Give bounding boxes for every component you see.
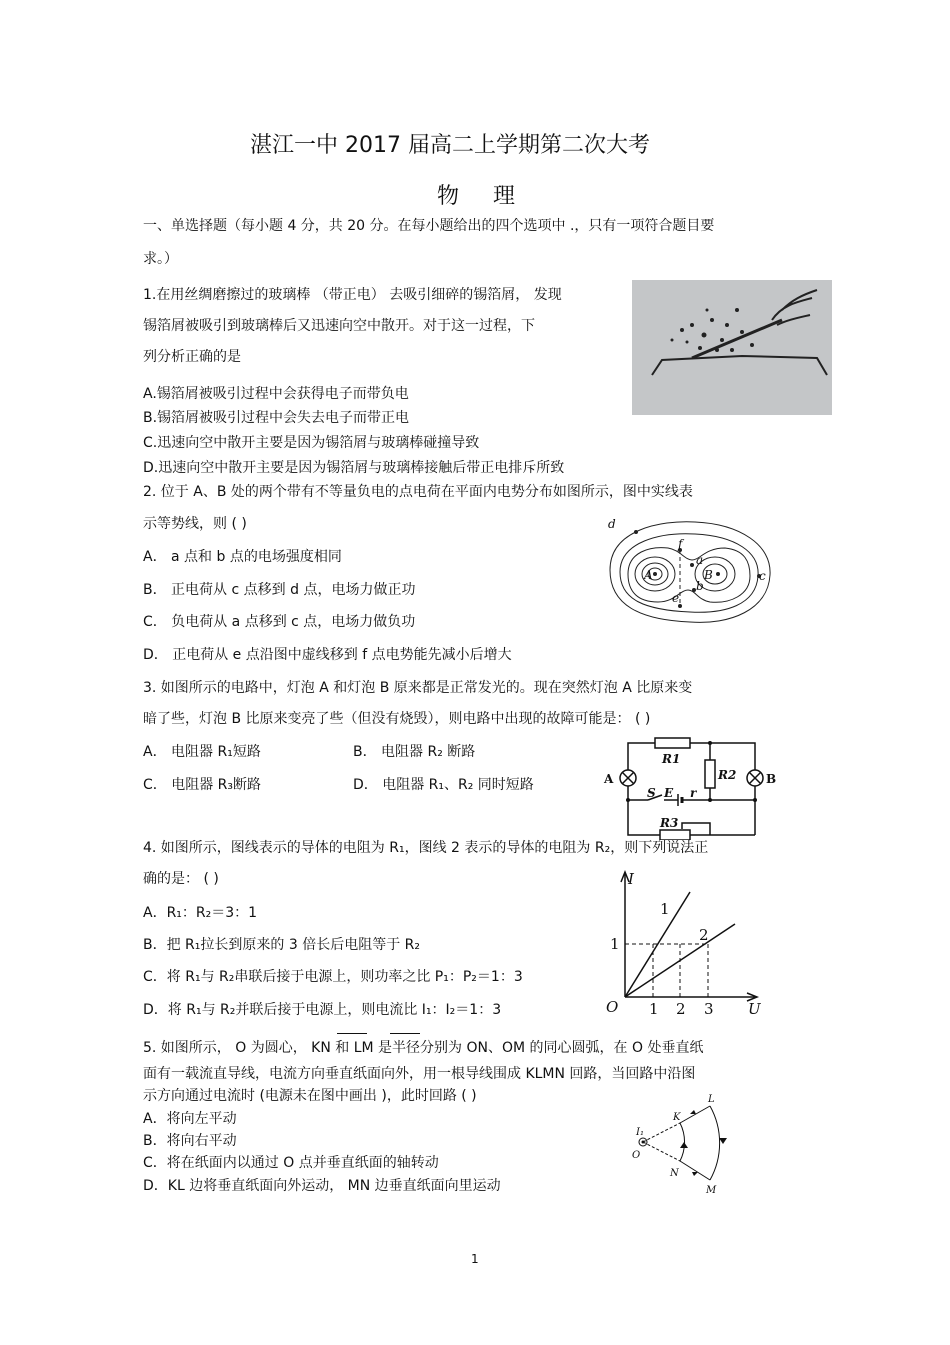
- q4-xtick-3: 3: [704, 1000, 714, 1017]
- q3-option-a: A． 电阻器 R₁短路: [143, 744, 261, 760]
- q2-label-b: b: [696, 579, 704, 593]
- q3-label-e: E: [664, 786, 674, 800]
- q3-option-d: D． 电阻器 R₁、R₂ 同时短路: [353, 777, 534, 793]
- q1-option-d: D.迅速向空中散开主要是因为锡箔屑与玻璃棒接触后带正电排斥所致: [143, 460, 565, 476]
- q4-xlabel: U: [748, 1000, 761, 1017]
- q4-ylabel: I: [628, 870, 634, 888]
- page-number: 1: [471, 1252, 479, 1266]
- q4-origin: O: [606, 998, 619, 1016]
- q4-option-d: D．将 R₁与 R₂并联后接于电源上，则电流比 I₁：I₂＝1：3: [143, 1002, 502, 1018]
- q3-figure-circuit: [600, 735, 785, 840]
- q5-stem: 5. 如图所示， O 为圆心， KN 和 LM 是半径分别为 ON、OM 的同心圆弧，在 O 处垂直纸: [143, 1040, 704, 1056]
- q5-stem-cont: 面有一载流直导线，电流方向垂直纸面向外，用一根导线围成 KLMN 回路，当回路中沿图: [143, 1066, 696, 1082]
- q2-label-f: f: [678, 537, 683, 551]
- q1-stem-cont2: 列分析正确的是: [143, 349, 241, 365]
- q3-option-c: C． 电阻器 R₃断路: [143, 777, 262, 793]
- q1-option-c: C.迅速向空中散开主要是因为锡箔屑与玻璃棒碰撞导致: [143, 435, 480, 451]
- q3-stem: 3. 如图所示的电路中，灯泡 A 和灯泡 B 原来都是正常发光的。现在突然灯泡 A 比原来变: [143, 680, 693, 696]
- q4-option-c: C．将 R₁与 R₂串联后接于电源上，则功率之比 P₁：P₂＝1：3: [143, 969, 523, 985]
- q2-label-c: c: [759, 569, 766, 583]
- q2-label-A: A: [644, 568, 653, 582]
- q2-stem-cont: 示等势线，则 ( ): [143, 516, 247, 532]
- q5-option-c: C．将在纸面内以通过 O 点并垂直纸面的轴转动: [143, 1155, 439, 1171]
- q1-stem: 1.在用丝绸磨擦过的玻璃棒 （带正电） 去吸引细碎的锡箔屑， 发现: [143, 287, 562, 303]
- q2-option-b: B． 正电荷从 c 点移到 d 点，电场力做正功: [143, 582, 416, 598]
- q1-option-a: A.锡箔屑被吸引过程中会获得电子而带负电: [143, 386, 409, 402]
- q5-option-d: D．KL 边将垂直纸面向外运动， MN 边垂直纸面向里运动: [143, 1178, 501, 1194]
- q2-label-B: B: [704, 568, 713, 582]
- q3-option-b: B． 电阻器 R₂ 断路: [353, 744, 476, 760]
- q2-option-c: C． 负电荷从 a 点移到 c 点，电场力做负功: [143, 614, 416, 630]
- q5-overline-lm: [390, 1033, 420, 1034]
- q4-xtick-1: 1: [649, 1000, 659, 1017]
- q2-label-d: d: [608, 517, 616, 531]
- q1-option-b: B.锡箔屑被吸引过程中会失去电子而带正电: [143, 410, 410, 426]
- q4-line-label-1: 1: [660, 900, 670, 918]
- q1-figure-photo: [632, 280, 832, 415]
- q5-option-b: B．将向右平动: [143, 1133, 237, 1149]
- q4-stem-cont: 确的是： ( ): [143, 871, 219, 887]
- q5-label-k: K: [673, 1112, 681, 1123]
- q2-label-e: e: [672, 591, 680, 605]
- q3-label-r2: R2: [718, 768, 737, 782]
- q4-xtick-2: 2: [676, 1000, 686, 1017]
- q5-figure-arcs: [628, 1090, 748, 1200]
- q3-stem-cont: 暗了些，灯泡 B 比原来变亮了些（但没有烧毁），则电路中出现的故障可能是： ( ): [143, 711, 651, 727]
- q5-overline-kn: [337, 1033, 367, 1034]
- q3-label-lamp-a: A: [604, 772, 614, 786]
- q2-option-d: D． 正电荷从 e 点沿图中虚线移到 f 点电势能先减小后增大: [143, 647, 512, 663]
- q1-stem-cont: 锡箔屑被吸引到玻璃棒后又迅速向空中散开。对于这一过程，下: [143, 318, 535, 334]
- q4-option-a: A．R₁：R₂＝3：1: [143, 905, 258, 921]
- q5-label-l: L: [708, 1094, 715, 1105]
- subject-title: 物理: [437, 184, 550, 209]
- q4-stem: 4. 如图所示，图线表示的导体的电阻为 R₁，图线 2 表示的导体的电阻为 R₂，则下列说法正: [143, 840, 709, 856]
- section-heading-cont: 求。）: [143, 251, 178, 267]
- q2-label-a: a: [696, 553, 704, 567]
- q3-label-r: r: [690, 786, 697, 800]
- q4-option-b: B．把 R₁拉长到原来的 3 倍长后电阻等于 R₂: [143, 937, 420, 953]
- q4-ytick-1: 1: [610, 935, 620, 953]
- q5-stem-cont2: 示方向通过电流时 (电源未在图中画出 )，此时回路 ( ): [143, 1088, 477, 1104]
- q2-figure-equipotential: [600, 510, 775, 630]
- q3-label-s: S: [647, 786, 656, 800]
- q5-label-m: M: [706, 1185, 717, 1196]
- q4-line-label-2: 2: [699, 926, 709, 944]
- exam-title: 湛江一中 2017 届高二上学期第二次大考: [250, 133, 650, 158]
- q3-label-r1: R1: [662, 752, 681, 766]
- q3-label-r3: R3: [660, 816, 679, 830]
- q2-stem: 2. 位于 A、B 处的两个带有不等量负电的点电荷在平面内电势分布如图所示，图中实线表: [143, 484, 693, 500]
- q5-label-o: O: [632, 1150, 641, 1161]
- section-heading: 一、单选择题（每小题 4 分，共 20 分。在每小题给出的四个选项中 .，只有一项符合题目要: [143, 218, 715, 234]
- q4-figure-iu-graph: [600, 862, 765, 1017]
- q3-label-lamp-b: B: [766, 772, 777, 786]
- q2-option-a: A． a 点和 b 点的电场强度相同: [143, 549, 342, 565]
- q5-label-n: N: [670, 1168, 679, 1179]
- q5-label-i1: I₁: [636, 1127, 644, 1138]
- q5-option-a: A．将向左平动: [143, 1111, 237, 1127]
